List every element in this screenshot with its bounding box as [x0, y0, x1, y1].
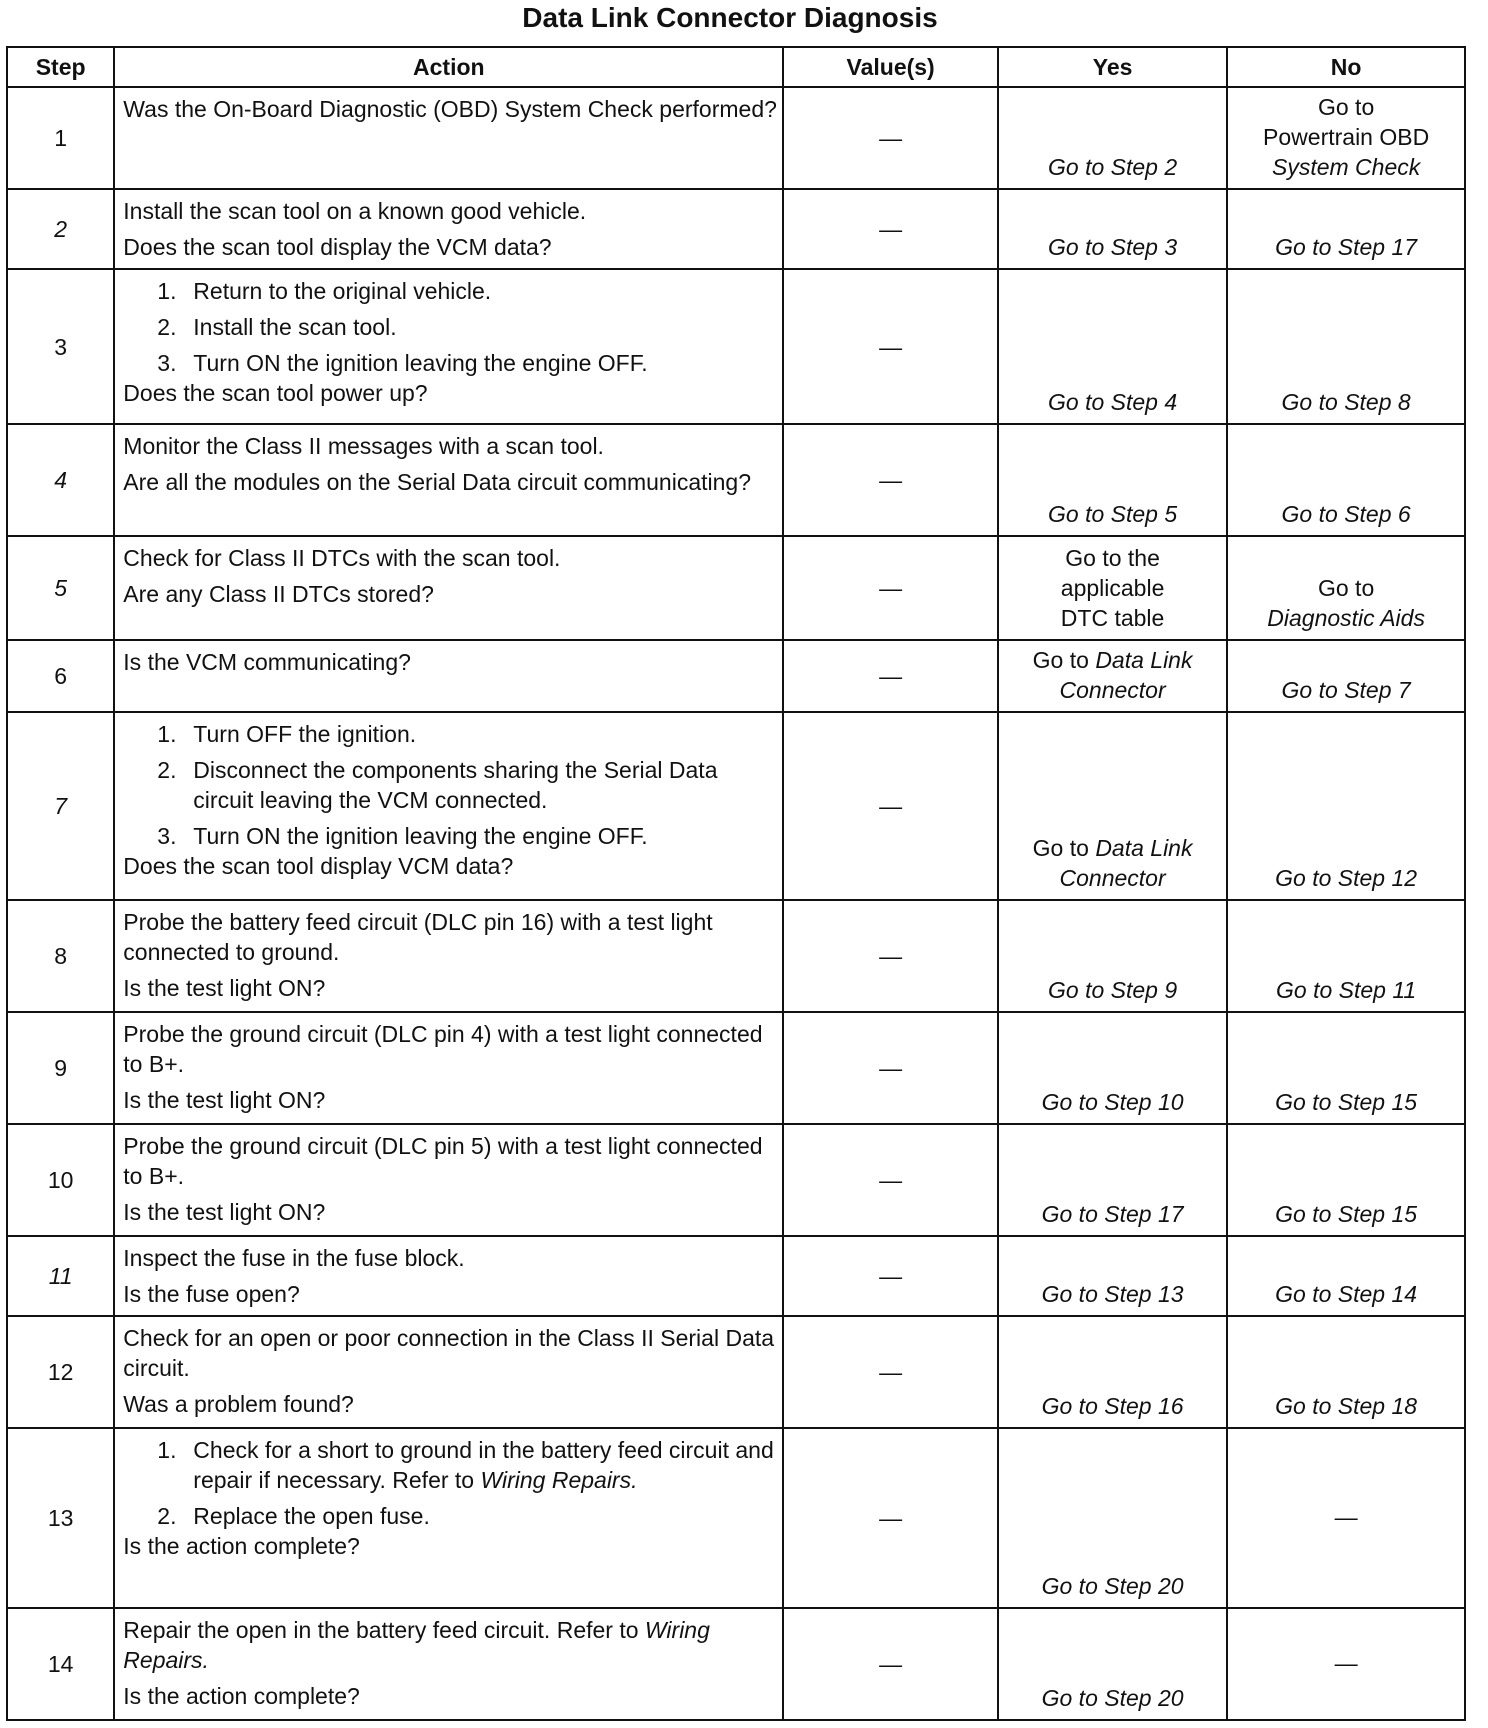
value-cell [783, 1316, 998, 1428]
value-dash: — [879, 1505, 903, 1531]
no-cell [1227, 536, 1465, 640]
action-question: Are any Class II DTCs stored? [123, 581, 434, 607]
action-text: Install the scan tool on a known good vehicle. [123, 198, 587, 224]
action-cell [114, 189, 783, 269]
value-dash: — [879, 1359, 903, 1385]
yes-link-text: Connector [1059, 865, 1166, 891]
action-cell [114, 712, 783, 900]
action-cell [114, 1428, 783, 1608]
list-item [123, 1435, 778, 1495]
step-number: 5 [7, 536, 114, 640]
action-cell [114, 1608, 783, 1720]
no-cell: Go to Step 12 [1227, 712, 1465, 900]
step-number: 8 [7, 900, 114, 1012]
action-text: Check for Class II DTCs with the scan tool. [123, 545, 561, 571]
list-text: Turn ON the ignition leaving the engine OFF. [193, 823, 648, 849]
action-text: Inspect the fuse in the fuse block. [123, 1245, 465, 1271]
no-cell: Go to Step 6 [1227, 424, 1465, 536]
yes-link-text: Connector [1059, 677, 1166, 703]
action-cell [114, 1124, 783, 1236]
table-row [7, 712, 1465, 900]
yes-text: Go to the [1065, 545, 1160, 571]
value-cell [783, 1124, 998, 1236]
yes-text: Go to [1032, 647, 1096, 673]
yes-link-text: Data Link [1095, 647, 1193, 673]
yes-cell: Go to Step 17 [998, 1124, 1227, 1236]
action-question: Does the scan tool display VCM data? [123, 853, 514, 879]
list-item [123, 312, 778, 342]
no-cell: Go to Step 14 [1227, 1236, 1465, 1316]
value-dash: — [879, 1263, 903, 1289]
yes-cell [998, 536, 1227, 640]
action-text: Monitor the Class II messages with a scan tool. [123, 433, 604, 459]
list-number: 3. [157, 350, 177, 376]
action-question: Is the test light ON? [123, 1199, 326, 1225]
table-row [7, 1608, 1465, 1720]
step-number: 2 [7, 189, 114, 269]
list-number: 1. [157, 1437, 177, 1463]
action-question: Is the fuse open? [123, 1281, 300, 1307]
yes-cell: Go to Step 13 [998, 1236, 1227, 1316]
wiring-repairs-reference: Wiring Repairs. [123, 1617, 710, 1673]
action-question: Is the test light ON? [123, 1087, 326, 1113]
no-cell [1227, 1608, 1465, 1720]
value-dash: — [879, 663, 903, 689]
header-yes: Yes [998, 47, 1227, 87]
step-number: 13 [7, 1428, 114, 1608]
no-dash: — [1334, 1504, 1358, 1530]
action-question: Is the action complete? [123, 1683, 360, 1709]
table-row [7, 1428, 1465, 1608]
no-link-text: Diagnostic Aids [1267, 605, 1425, 631]
list-number: 2. [157, 314, 177, 340]
action-text: Was the On-Board Diagnostic (OBD) System Check performed? [123, 96, 777, 122]
value-dash: — [879, 575, 903, 601]
list-number: 2. [157, 757, 177, 783]
no-cell: Go to Step 18 [1227, 1316, 1465, 1428]
list-text: Replace the open fuse. [193, 1503, 430, 1529]
action-cell [114, 1316, 783, 1428]
table-row [7, 640, 1465, 712]
header-step: Step [7, 47, 114, 87]
value-cell [783, 1236, 998, 1316]
yes-cell: Go to Step 5 [998, 424, 1227, 536]
value-cell [783, 640, 998, 712]
action-question: Was a problem found? [123, 1391, 354, 1417]
table-row [7, 1236, 1465, 1316]
step-number: 14 [7, 1608, 114, 1720]
table-row [7, 87, 1465, 189]
step-number: 7 [7, 712, 114, 900]
list-item [123, 1501, 778, 1531]
action-question: Does the scan tool power up? [123, 380, 428, 406]
list-item [123, 821, 778, 851]
list-text: Check for a short to ground in the battery feed circuit and repair if necessary. Refer to [193, 1437, 774, 1493]
no-text: Go to [1317, 575, 1375, 601]
action-text: Probe the battery feed circuit (DLC pin 16) with a test light connected to ground. [123, 909, 713, 965]
value-cell [783, 536, 998, 640]
value-dash: — [879, 1167, 903, 1193]
value-cell [783, 712, 998, 900]
yes-cell: Go to Step 20 [998, 1608, 1227, 1720]
value-cell [783, 1608, 998, 1720]
value-dash: — [879, 467, 903, 493]
no-text: Go to [1317, 94, 1375, 120]
value-dash: — [879, 125, 903, 151]
action-cell [114, 424, 783, 536]
page-title: Data Link Connector Diagnosis [522, 2, 938, 33]
yes-cell: Go to Step 2 [998, 87, 1227, 189]
list-number: 1. [157, 721, 177, 747]
action-cell [114, 640, 783, 712]
no-cell: Go to Step 11 [1227, 900, 1465, 1012]
no-cell [1227, 87, 1465, 189]
step-number: 11 [7, 1236, 114, 1316]
no-cell: Go to Step 15 [1227, 1124, 1465, 1236]
step-number: 4 [7, 424, 114, 536]
table-row [7, 1316, 1465, 1428]
no-cell: Go to Step 7 [1227, 640, 1465, 712]
yes-text: Go to [1032, 835, 1096, 861]
header-value: Value(s) [783, 47, 998, 87]
action-cell [114, 536, 783, 640]
step-number: 3 [7, 269, 114, 424]
value-cell [783, 424, 998, 536]
action-question: Is the VCM communicating? [123, 649, 411, 675]
action-question: Is the action complete? [123, 1533, 360, 1559]
no-text: Powertrain OBD [1263, 124, 1430, 150]
step-number: 1 [7, 87, 114, 189]
list-text: Turn ON the ignition leaving the engine OFF. [193, 350, 648, 376]
value-cell [783, 900, 998, 1012]
no-cell [1227, 1428, 1465, 1608]
value-dash: — [879, 333, 903, 360]
no-cell: Go to Step 8 [1227, 269, 1465, 424]
no-cell: Go to Step 15 [1227, 1012, 1465, 1124]
wiring-repairs-reference: Wiring Repairs. [480, 1467, 638, 1493]
list-number: 1. [157, 278, 177, 304]
list-item [123, 348, 778, 378]
yes-cell: Go to Step 3 [998, 189, 1227, 269]
yes-text: DTC table [1060, 605, 1165, 631]
list-number: 3. [157, 823, 177, 849]
value-dash: — [879, 1651, 903, 1677]
diagnosis-table [6, 46, 1466, 1721]
list-text: Disconnect the components sharing the Serial Data circuit leaving the VCM connected. [193, 757, 718, 813]
table-row [7, 189, 1465, 269]
action-text: Check for an open or poor connection in the Class II Serial Data circuit. [123, 1325, 775, 1381]
no-link-text: System Check [1271, 154, 1421, 180]
value-cell [783, 87, 998, 189]
list-text: Turn OFF the ignition. [193, 721, 417, 747]
yes-cell [998, 712, 1227, 900]
header-action: Action [114, 47, 783, 87]
action-cell [114, 269, 783, 424]
step-number: 12 [7, 1316, 114, 1428]
list-text: Return to the original vehicle. [193, 278, 492, 304]
step-number: 10 [7, 1124, 114, 1236]
yes-cell: Go to Step 9 [998, 900, 1227, 1012]
table-row [7, 424, 1465, 536]
no-cell: Go to Step 17 [1227, 189, 1465, 269]
value-dash: — [879, 793, 903, 819]
list-item [123, 719, 778, 749]
action-question: Is the test light ON? [123, 975, 326, 1001]
table-row [7, 1012, 1465, 1124]
action-text: Repair the open in the battery feed circuit. Refer to [123, 1617, 645, 1643]
yes-cell: Go to Step 16 [998, 1316, 1227, 1428]
list-item [123, 276, 778, 306]
value-dash: — [879, 216, 903, 242]
no-dash: — [1334, 1650, 1358, 1676]
value-cell [783, 189, 998, 269]
table-row [7, 1124, 1465, 1236]
action-text: Probe the ground circuit (DLC pin 5) with a test light connected to B+. [123, 1133, 763, 1189]
action-cell [114, 900, 783, 1012]
table-row [7, 269, 1465, 424]
yes-cell: Go to Step 4 [998, 269, 1227, 424]
list-number: 2. [157, 1503, 177, 1529]
value-cell [783, 1012, 998, 1124]
yes-cell: Go to Step 10 [998, 1012, 1227, 1124]
step-number: 6 [7, 640, 114, 712]
list-text: Install the scan tool. [193, 314, 397, 340]
value-dash: — [879, 1055, 903, 1081]
step-number: 9 [7, 1012, 114, 1124]
action-cell [114, 1012, 783, 1124]
table-row [7, 900, 1465, 1012]
value-cell [783, 269, 998, 424]
yes-cell: Go to Step 20 [998, 1428, 1227, 1608]
action-cell [114, 87, 783, 189]
action-cell [114, 1236, 783, 1316]
action-text: Probe the ground circuit (DLC pin 4) with a test light connected to B+. [123, 1021, 763, 1077]
yes-link-text: Data Link [1095, 835, 1193, 861]
list-item [123, 755, 778, 815]
yes-cell [998, 640, 1227, 712]
action-question: Does the scan tool display the VCM data? [123, 234, 552, 260]
value-dash: — [879, 943, 903, 969]
value-cell [783, 1428, 998, 1608]
table-header-row [7, 47, 1465, 87]
yes-text: applicable [1060, 575, 1165, 601]
action-question: Are all the modules on the Serial Data circuit communicating? [123, 469, 751, 495]
table-row [7, 536, 1465, 640]
header-no: No [1227, 47, 1465, 87]
